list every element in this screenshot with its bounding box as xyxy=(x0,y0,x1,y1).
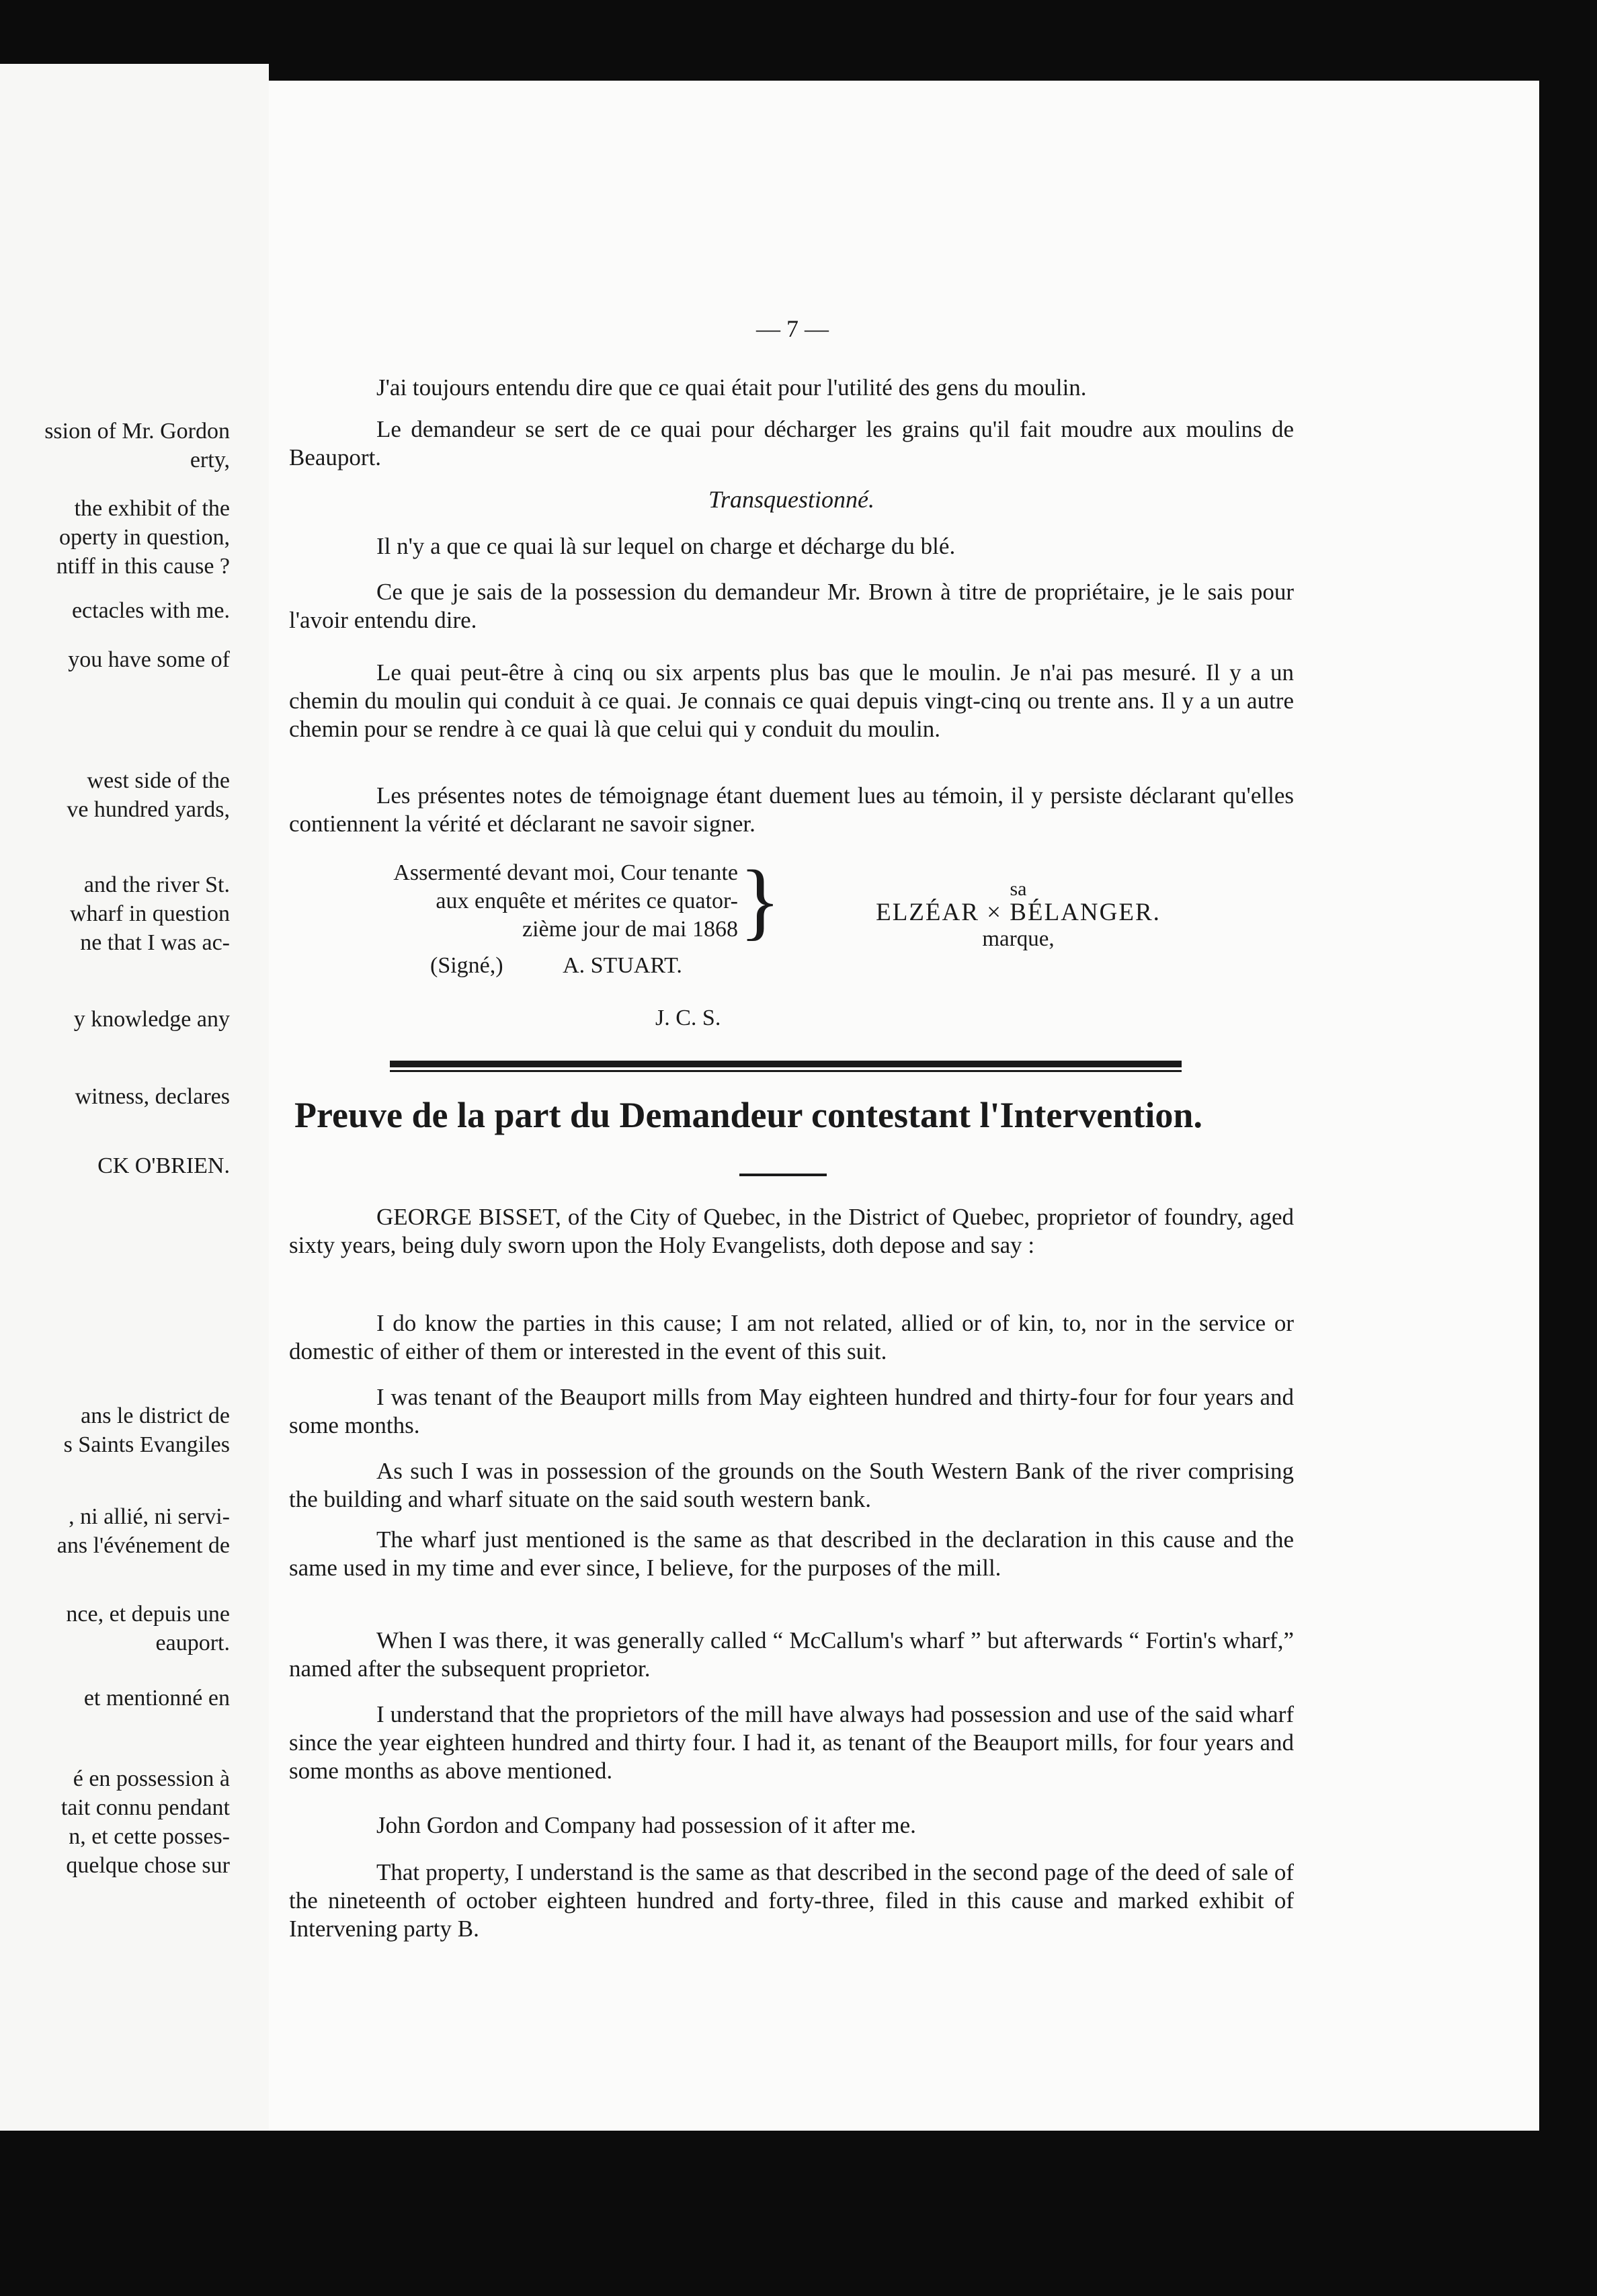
paragraph: That property, I understand is the same as that described in the second page of the deed of sale of the nineteenth of october eighteen hundred and forty-three, filed in this cause and marked exhibit of Intervening party B. xyxy=(289,1859,1294,1942)
left-text-fragment: et mentionné en xyxy=(83,1686,230,1711)
brace-icon: } xyxy=(739,853,781,948)
left-text-fragment: s Saints Evangiles xyxy=(63,1432,230,1457)
left-text-fragment: n, et cette posses- xyxy=(69,1824,230,1849)
left-text-fragment: y knowledge any xyxy=(73,1007,230,1032)
left-text-fragment: quelque chose sur xyxy=(66,1853,230,1878)
signature-sa: sa xyxy=(1010,878,1027,900)
section-heading: Preuve de la part du Demandeur contestant l'Intervention. xyxy=(294,1095,1202,1135)
signature-marque: marque, xyxy=(982,927,1055,951)
left-text-fragment: ntiff in this cause ? xyxy=(56,554,230,579)
divider-rule xyxy=(390,1070,1182,1072)
page-number: — 7 — xyxy=(756,315,829,342)
paragraph: Il n'y a que ce quai là sur lequel on charge et décharge du blé. xyxy=(376,533,956,559)
paragraph: J'ai toujours entendu dire que ce quai était pour l'utilité des gens du moulin. xyxy=(376,374,1087,401)
left-text-fragment: ans le district de xyxy=(81,1403,230,1428)
left-text-fragment: é en possession à xyxy=(73,1766,230,1791)
judge-signature xyxy=(430,953,753,979)
left-text-fragment: witness, declares xyxy=(75,1084,230,1109)
left-text-fragment: ans l'événement de xyxy=(56,1533,230,1558)
paragraph: When I was there, it was generally called “ McCallum's wharf ” but afterwards “ Fortin's wharf,” named after the subsequent proprietor. xyxy=(289,1627,1294,1682)
paragraph: I understand that the proprietors of the mill have always had possession and use of the said wharf since the year eighteen hundred and thirty four. I had it, as tenant of the Beauport mills, for four years and some months as above mentioned. xyxy=(289,1701,1294,1784)
paragraph: Ce que je sais de la possession du demandeur Mr. Brown à titre de propriétaire, je le sais pour l'avoir entendu dire. xyxy=(289,579,1294,633)
paragraph: John Gordon and Company had possession of it after me. xyxy=(376,1812,916,1838)
paragraph: Le quai peut-être à cinq ou six arpents plus bas que le moulin. Je n'ai pas mesuré. Il y a un chemin du moulin qui conduit à ce quai. Je connais ce quai depuis vingt-cinq ou trente ans. Il y a un autre chemin pour se rendre à ce quai là que celui qui y conduit du moulin. xyxy=(289,659,1294,742)
signature-name: ELZÉAR × BÉLANGER. xyxy=(876,899,1161,926)
left-text-fragment: operty in question, xyxy=(58,525,230,550)
sworn-line: aux enquête et mérites ce quator- xyxy=(436,889,738,913)
divider-rule xyxy=(390,1061,1182,1067)
left-text-fragment: ve hundred yards, xyxy=(67,797,230,822)
transquestionne-heading: Transquestionné. xyxy=(708,486,875,513)
left-text-fragment: ssion of Mr. Gordon xyxy=(44,419,230,444)
paragraph: GEORGE BISSET, of the City of Quebec, in the District of Quebec, proprietor of foundry, aged sixty years, being duly sworn upon the Holy Evangelists, doth depose and say : xyxy=(289,1204,1294,1258)
left-text-fragment: , ni allié, ni servi- xyxy=(69,1504,230,1529)
witness-signature xyxy=(857,879,1180,952)
left-text-fragment: eauport. xyxy=(155,1631,230,1655)
left-text-fragment: the exhibit of the xyxy=(74,496,230,521)
sworn-line: zième jour de mai 1868 xyxy=(522,917,738,942)
paragraph: As such I was in possession of the grounds on the South Western Bank of the river comprising the building and wharf situate on the said south western bank. xyxy=(289,1458,1294,1512)
left-page-fragment xyxy=(0,64,269,2131)
judge-title: J. C. S. xyxy=(655,1006,721,1030)
left-text-fragment: ectacles with me. xyxy=(71,598,230,623)
short-divider xyxy=(739,1174,827,1176)
paragraph: Les présentes notes de témoignage étant duement lues au témoin, il y persiste déclarant qu'elles contiennent la vérité et déclarant ne savoir signer. xyxy=(289,782,1294,837)
signed-label: (Signé,) xyxy=(430,953,503,978)
paragraph: I was tenant of the Beauport mills from May eighteen hundred and thirty-four for four years and some months. xyxy=(289,1384,1294,1438)
paragraph: Le demandeur se sert de ce quai pour décharger les grains qu'il fait moudre aux moulins de Beauport. xyxy=(289,416,1294,470)
judge-name: A. STUART. xyxy=(563,953,682,978)
sworn-statement xyxy=(294,859,738,944)
left-text-fragment: and the river St. xyxy=(83,872,230,897)
sworn-line: Assermenté devant moi, Cour tenante xyxy=(393,860,738,885)
paragraph: I do know the parties in this cause; I am not related, allied or of kin, to, nor in the service or domestic of either of them or interested in the event of this suit. xyxy=(289,1310,1294,1364)
left-text-fragment: west side of the xyxy=(87,768,230,793)
left-text-fragment: wharf in question xyxy=(70,901,230,926)
left-text-fragment: nce, et depuis une xyxy=(66,1602,230,1627)
left-text-fragment: tait connu pendant xyxy=(60,1795,230,1820)
left-text-fragment: you have some of xyxy=(68,647,230,672)
left-text-fragment: CK O'BRIEN. xyxy=(97,1153,230,1178)
left-text-fragment: ne that I was ac- xyxy=(80,930,230,955)
left-text-fragment: erty, xyxy=(190,448,230,473)
paragraph: The wharf just mentioned is the same as that described in the declaration in this cause and the same used in my time and ever since, I believe, for the purposes of the mill. xyxy=(289,1526,1294,1581)
